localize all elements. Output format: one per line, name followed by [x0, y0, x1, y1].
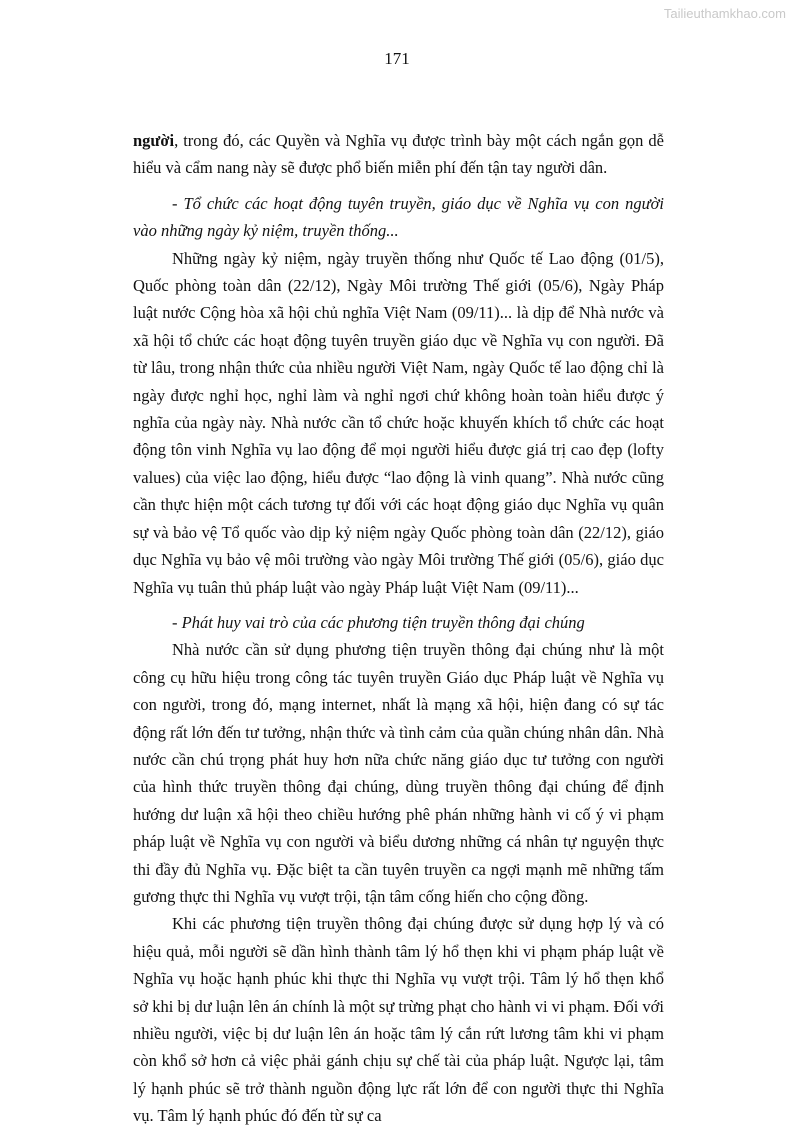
page-number: 171 — [384, 49, 410, 68]
page-body — [133, 127, 664, 1130]
paragraph-text: , trong đó, các Quyền và Nghĩa vụ được trình bày một cách ngắn gọn dễ hiểu và cẩm nang này sẽ được phổ biến miễn phí đến tận tay người dân. — [133, 131, 664, 178]
paragraph: Khi các phương tiện truyền thông đại chúng được sử dụng hợp lý và có hiệu quả, mỗi người sẽ dần hình thành tâm lý hổ thẹn khi vi phạm pháp luật về Nghĩa vụ hoặc hạnh phúc khi thực thi Nghĩa vụ vượt trội. Tâm lý hổ thẹn khổ sở khi bị dư luận lên án chính là một sự trừng phạt cho hành vi vi phạm. Đối với nhiều người, việc bị dư luận lên án hoặc tâm lý cắn rứt lương tâm khi vi phạm còn khổ sở hơn cả việc phải gánh chịu sự chế tài của pháp luật. Ngược lại, tâm lý hạnh phúc sẽ trở thành nguồn động lực rất lớn để con người thực thi Nghĩa vụ. Tâm lý hạnh phúc đó đến từ sự ca — [133, 914, 664, 1126]
watermark: Tailieuthamkhao.com — [663, 6, 786, 21]
section-heading-2: - Phát huy vai trò của các phương tiện truyền thông đại chúng — [172, 612, 585, 632]
paragraph: Những ngày kỷ niệm, ngày truyền thống như Quốc tế Lao động (01/5), Quốc phòng toàn dân (22/12), Ngày Môi trường Thế giới (05/6), Ngày Pháp luật nước Cộng hòa xã hội chủ nghĩa Việt Nam (09/11)... là dịp để Nhà nước và xã hội tổ chức các hoạt động tuyên truyền giáo dục về Nghĩa vụ con người. Đã từ lâu, trong nhận thức của nhiều người Việt Nam, ngày Quốc tế lao động chỉ là ngày được nghỉ học, nghỉ làm và nghỉ ngơi chứ không hoàn toàn hiểu được ý nghĩa của ngày này. Nhà nước cần tổ chức hoặc khuyến khích tổ chức các hoạt động tôn vinh Nghĩa vụ lao động để mọi người hiểu được giá trị cao đẹp (lofty values) của việc lao động, hiểu được “lao động là vinh quang”. Nhà nước cũng cần thực hiện một cách tương tự đối với các hoạt động giáo dục Nghĩa vụ quân sự và bảo vệ Tổ quốc vào dịp kỷ niệm ngày Quốc phòng toàn dân (22/12), giáo dục Nghĩa vụ bảo vệ môi trường vào ngày Môi trường Thế giới (05/6), giáo dục Nghĩa vụ tuân thủ pháp luật vào ngày Pháp luật Việt Nam (09/11)... — [133, 248, 664, 597]
bold-term: người — [133, 131, 175, 150]
section-heading-1: - Tổ chức các hoạt động tuyên truyền, giáo dục về Nghĩa vụ con người vào những ngày kỷ niệm, truyền thống... — [133, 193, 664, 241]
paragraph: Nhà nước cần sử dụng phương tiện truyền thông đại chúng như là một công cụ hữu hiệu trong công tác tuyên truyền Giáo dục Pháp luật về Nghĩa vụ con người, trong đó, mạng internet, nhất là mạng xã hội, hiện đang có sự tác động rất lớn đến tư tưởng, nhận thức và tình cảm của quần chúng nhân dân. Nhà nước cần chú trọng phát huy hơn nữa chức năng giáo dục tư tưởng con người của hình thức truyền thông đại chúng, dùng truyền thông đại chúng để định hướng dư luận xã hội theo chiều hướng phê phán những hành vi cố ý vi phạm pháp luật về Nghĩa vụ con người và biểu dương những cá nhân tự nguyện thực thi đầy đủ Nghĩa vụ. Đặc biệt ta cần tuyên truyền ca ngợi mạnh mẽ những tấm gương thực thi Nghĩa vụ vượt trội, tận tâm cống hiến cho cộng đồng. — [133, 640, 664, 906]
paragraph-continuation — [133, 127, 664, 182]
